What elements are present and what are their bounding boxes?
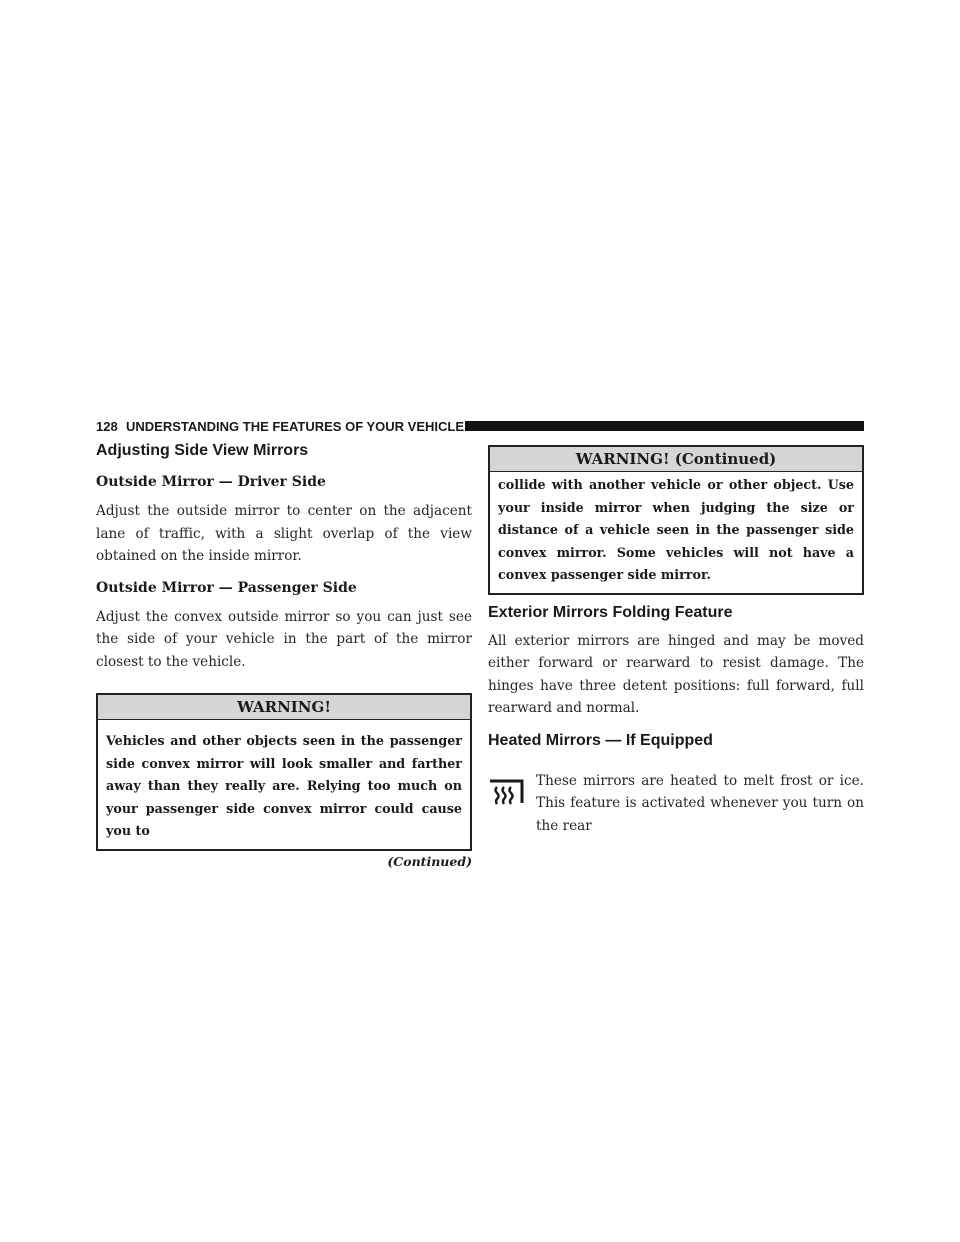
right-column (488, 440, 864, 837)
heading-heated-mirrors: Heated Mirrors — If Equipped (488, 731, 713, 749)
section-title: UNDERSTANDING THE FEATURES OF YOUR VEHICLE (126, 419, 465, 434)
warning-box (96, 693, 472, 851)
folding-text: All exterior mirrors are hinged and may be moved either forward or rearward to resist damage. The hinges have three detent positions: full forward, full rearward and normal. (488, 632, 864, 716)
warning-continued-title: WARNING! (Continued) (490, 447, 862, 472)
rear-defrost-icon (488, 778, 524, 808)
heated-mirrors-section (488, 770, 864, 838)
driver-side-text: Adjust the outside mirror to center on the adjacent lane of traffic, with a slight overlap of the view obtained on the inside mirror. (96, 503, 472, 564)
page-number: 128 (96, 419, 118, 434)
page-header (96, 418, 864, 436)
continued-label: (Continued) (387, 853, 472, 869)
passenger-side-text: Adjust the convex outside mirror so you can just see the side of your vehicle in the part of the mirror closest to the vehicle. (96, 608, 472, 670)
left-column (96, 440, 472, 871)
subheading-passenger-side: Outside Mirror — Passenger Side (96, 579, 357, 596)
heading-adjusting-side-view-mirrors: Adjusting Side View Mirrors (96, 442, 309, 459)
header-rule (465, 421, 864, 431)
warning-continued-box (488, 445, 864, 595)
heated-mirrors-text: These mirrors are heated to melt frost or ice. This feature is activated whenever you turn on the rear (536, 772, 864, 834)
warning-text: Vehicles and other objects seen in the passenger side convex mirror will look smaller and farther away than they really are. Relying too much on your passenger side convex mirror could cause you to (106, 733, 462, 838)
subheading-driver-side: Outside Mirror — Driver Side (96, 474, 326, 490)
heading-exterior-mirrors-folding: Exterior Mirrors Folding Feature (488, 603, 733, 621)
warning-title: WARNING! (98, 695, 470, 720)
warning-continued-text: collide with another vehicle or other object. Use your inside mirror when judging the size or distance of a vehicle seen in the passenger side convex mirror. Some vehicles will not have a convex passenger side mirror. (498, 477, 854, 582)
